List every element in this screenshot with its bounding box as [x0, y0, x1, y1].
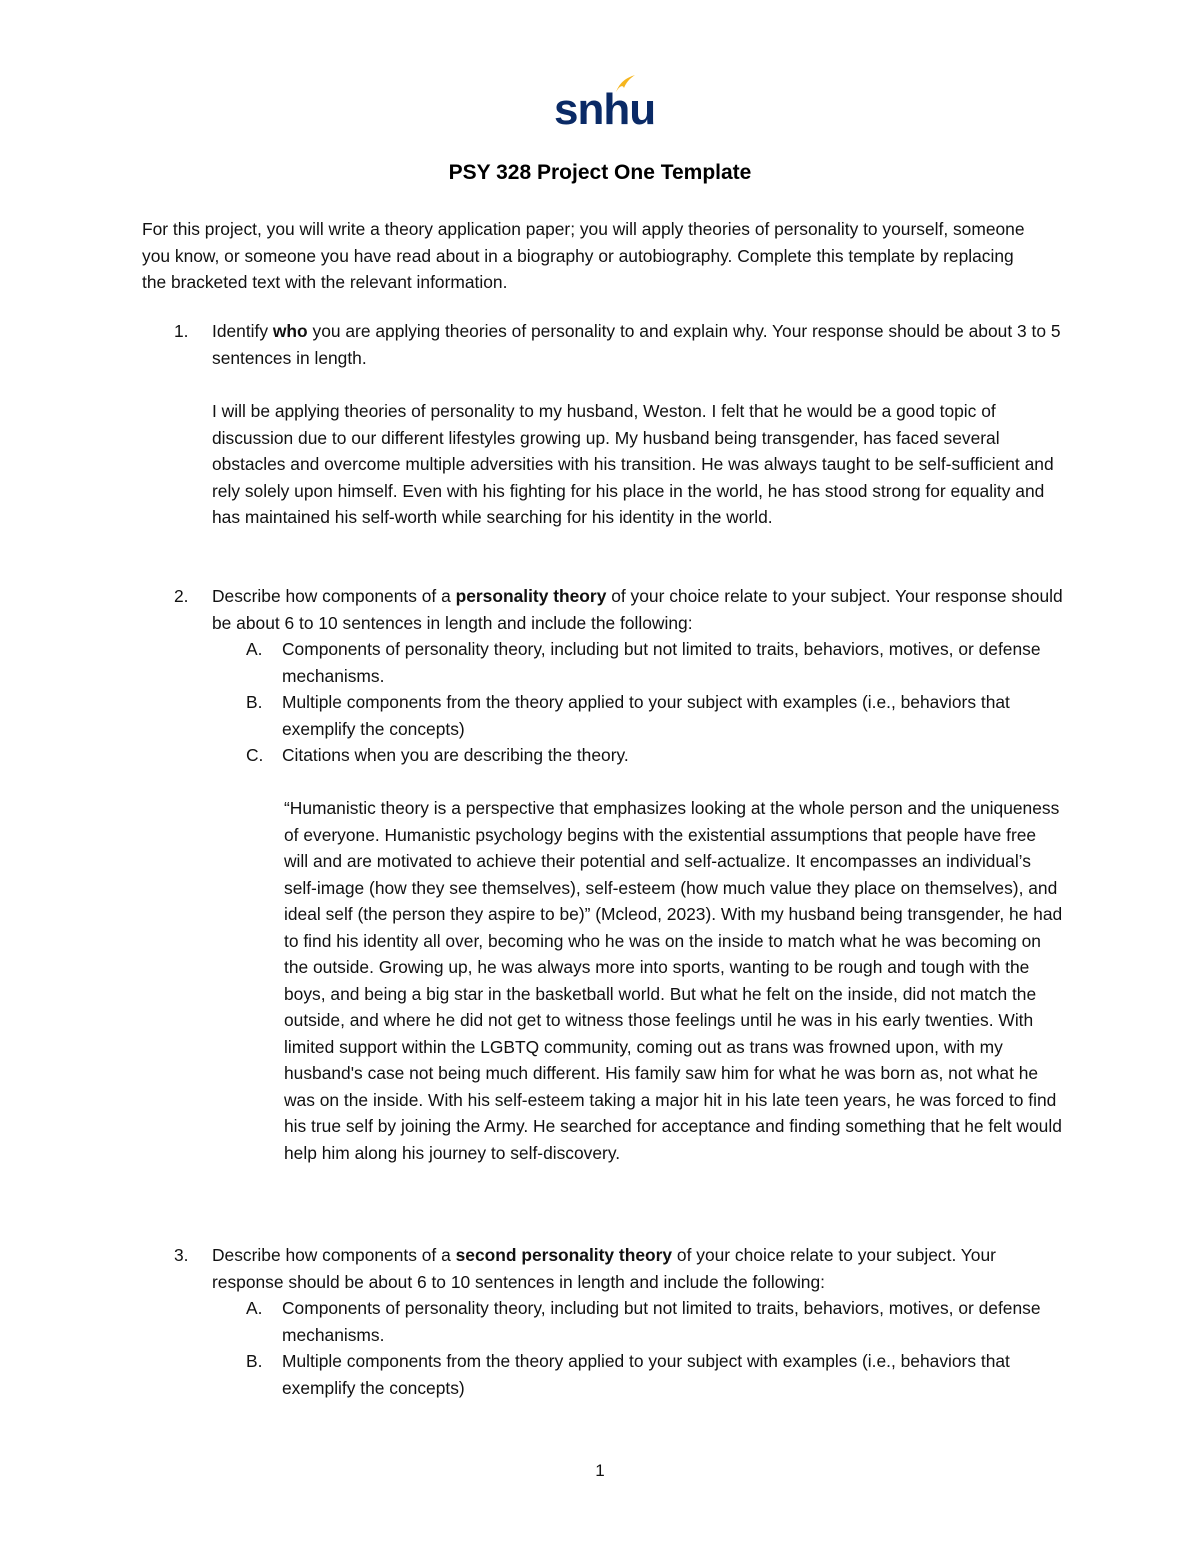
intro-paragraph: For this project, you will write a theory application paper; you will apply theories of personality to yourself, someone you know, or someone you have read about in a biography or autobiography. Complete this template by replacing the bracketed text with the relevant information. — [142, 219, 1025, 292]
snhu-logo — [554, 74, 656, 134]
item-text: Components of personality theory, including but not limited to traits, behaviors, motives, or defense mechanisms. — [282, 639, 1041, 686]
question-number: 2. — [174, 586, 189, 606]
logo-wordmark: snhu — [554, 85, 656, 134]
answer-paragraph: “Humanistic theory is a perspective that emphasizes looking at the whole person and the uniqueness of everyone. Humanistic psychology begins with the existential assumptions that people have free will and are motivated to achieve their potential and self-actualize. It encompasses an individual’s self-image (how they see themselves), self-esteem (how much value they place on themselves), and ideal self (the person they aspire to be)” (Mcleod, 2023). With my husband being transgender, he had to find his identity all over, becoming who he was on the inside to match what he was becoming on the outside. Growing up, he was always more into sports, wanting to be rough and tough with the boys, and being a big star in the basketball world. But what he felt on the inside, did not match the outside, and where he did not get to witness those feelings until he was in his early twenties. With limited support within the LGBTQ community, coming out as trans was frowned upon, with my husband's case not being much different. His family saw him for what he was born as, not what he was on the inside. With his self-esteem taking a major hit in his late teen years, he was forced to find his true self by joining the Army. He searched for acceptance and finding something that he felt would help him along his journey to self-discovery. — [284, 798, 1063, 1163]
item-text: Multiple components from the theory applied to your subject with examples (i.e., behaviors that exemplify the concepts) — [282, 692, 1010, 739]
item-letter: B. — [246, 1351, 263, 1371]
item-letter: A. — [246, 639, 263, 659]
page-title: PSY 328 Project One Template — [448, 161, 752, 184]
item-text: Multiple components from the theory applied to your subject with examples (i.e., behaviors that exemplify the concepts) — [282, 1351, 1010, 1398]
item-text: Components of personality theory, including but not limited to traits, behaviors, motives, or defense mechanisms. — [282, 1298, 1041, 1345]
page-number: 1 — [595, 1461, 605, 1480]
item-letter: A. — [246, 1298, 263, 1318]
item-text: Citations when you are describing the theory. — [282, 745, 629, 765]
question-text: Describe how components of a personality theory of your choice relate to your subject. Your response should be about 6 to 10 sentences in length and include the following: — [212, 586, 1063, 633]
question-text: Describe how components of a second personality theory of your choice relate to your subject. Your response should be about 6 to 10 sentences in length and include the following: — [212, 1245, 996, 1292]
item-letter: C. — [246, 745, 264, 765]
question-text: Identify who you are applying theories of personality to and explain why. Your response should be about 3 to 5 sentences in length. — [212, 321, 1061, 368]
answer-paragraph: I will be applying theories of personality to my husband, Weston. I felt that he would be a good topic of discussion due to our different lifestyles growing up. My husband being transgender, has faced several obstacles and overcome multiple adversities with his transition. He was always taught to be self-sufficient and rely solely upon himself. Even with his fighting for his place in the world, he has stood strong for equality and has maintained his self-worth while searching for his identity in the world. — [212, 401, 1054, 527]
question-number: 3. — [174, 1245, 189, 1265]
item-letter: B. — [246, 692, 263, 712]
question-number: 1. — [174, 321, 189, 341]
